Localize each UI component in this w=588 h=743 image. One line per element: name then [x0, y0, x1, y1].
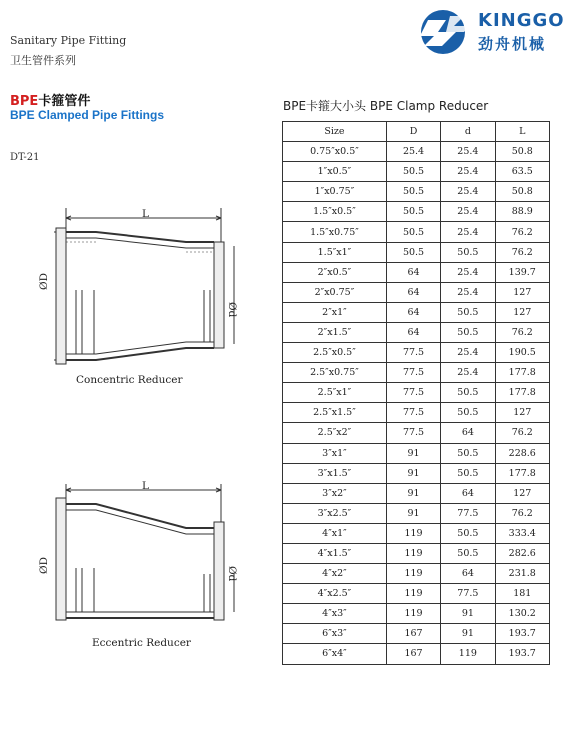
- table-row: [283, 363, 550, 383]
- cell-d-inner: 25.4: [441, 182, 495, 202]
- cell-length: 193.7: [495, 644, 549, 664]
- cell-d-inner: 50.5: [441, 383, 495, 403]
- cell-length: 190.5: [495, 343, 549, 363]
- cell-d-inner: 77.5: [441, 503, 495, 523]
- cell-length: 181: [495, 584, 549, 604]
- cell-d-outer: 50.5: [386, 182, 440, 202]
- cell-d-outer: 64: [386, 322, 440, 342]
- section-title-cn: [10, 90, 90, 109]
- cell-size: 0.75″x0.5″: [283, 142, 387, 162]
- cell-d-outer: 64: [386, 302, 440, 322]
- cell-length: 76.2: [495, 423, 549, 443]
- table-row: [283, 222, 550, 242]
- cell-size: 2″x1″: [283, 302, 387, 322]
- cell-d-outer: 77.5: [386, 423, 440, 443]
- eccentric-dim-d: ØD: [38, 556, 50, 574]
- concentric-reducer-label: Concentric Reducer: [76, 374, 183, 386]
- cell-size: 3″x1″: [283, 443, 387, 463]
- cell-size: 2″x1.5″: [283, 322, 387, 342]
- cell-d-inner: 50.5: [441, 322, 495, 342]
- cell-size: 2.5″x1.5″: [283, 403, 387, 423]
- cell-length: 193.7: [495, 624, 549, 644]
- cell-d-inner: 77.5: [441, 584, 495, 604]
- cell-d-inner: 25.4: [441, 363, 495, 383]
- cell-size: 2″x0.75″: [283, 282, 387, 302]
- cell-length: 127: [495, 302, 549, 322]
- table-row: [283, 423, 550, 443]
- spec-table: [282, 121, 550, 665]
- cell-d-inner: 25.4: [441, 142, 495, 162]
- cell-d-outer: 50.5: [386, 242, 440, 262]
- cell-d-outer: 91: [386, 443, 440, 463]
- cell-size: 1.5″x1″: [283, 242, 387, 262]
- column-header-size: Size: [283, 122, 387, 142]
- table-row: [283, 182, 550, 202]
- cell-d-outer: 167: [386, 644, 440, 664]
- cell-d-outer: 91: [386, 503, 440, 523]
- table-row: [283, 383, 550, 403]
- cell-d-inner: 91: [441, 624, 495, 644]
- cell-d-outer: 119: [386, 604, 440, 624]
- cell-d-inner: 64: [441, 423, 495, 443]
- cell-length: 127: [495, 483, 549, 503]
- cell-d-inner: 50.5: [441, 523, 495, 543]
- header-title-cn: 卫生管件系列: [10, 54, 76, 67]
- column-header-length: L: [495, 122, 549, 142]
- product-code: DT-21: [10, 152, 40, 163]
- logo-text-en: KINGGO: [478, 10, 565, 31]
- cell-length: 88.9: [495, 202, 549, 222]
- cell-d-outer: 167: [386, 624, 440, 644]
- cell-size: 2.5″x1″: [283, 383, 387, 403]
- column-header-d-inner: d: [441, 122, 495, 142]
- table-row: [283, 503, 550, 523]
- section-title-rest: 卡箍管件: [38, 94, 91, 109]
- eccentric-dim-small-d: Ød: [226, 566, 238, 582]
- section-title-prefix: BPE: [10, 94, 39, 109]
- cell-size: 1″x0.75″: [283, 182, 387, 202]
- cell-size: 6″x3″: [283, 624, 387, 644]
- cell-d-outer: 77.5: [386, 383, 440, 403]
- cell-d-outer: 64: [386, 262, 440, 282]
- cell-d-outer: 64: [386, 282, 440, 302]
- table-row: [283, 302, 550, 322]
- table-row: [283, 343, 550, 363]
- cell-d-outer: 119: [386, 543, 440, 563]
- table-row: [283, 644, 550, 664]
- cell-length: 177.8: [495, 363, 549, 383]
- cell-size: 1″x0.5″: [283, 162, 387, 182]
- cell-length: 50.8: [495, 142, 549, 162]
- table-header-row: [283, 122, 550, 142]
- cell-size: 4″x1.5″: [283, 543, 387, 563]
- cell-size: 2.5″x0.75″: [283, 363, 387, 383]
- table-row: [283, 162, 550, 182]
- cell-size: 2.5″x0.5″: [283, 343, 387, 363]
- cell-d-outer: 77.5: [386, 403, 440, 423]
- cell-d-inner: 91: [441, 604, 495, 624]
- cell-d-outer: 77.5: [386, 343, 440, 363]
- cell-size: 2″x0.5″: [283, 262, 387, 282]
- cell-length: 76.2: [495, 242, 549, 262]
- cell-length: 139.7: [495, 262, 549, 282]
- header-title-en: Sanitary Pipe Fitting: [10, 34, 127, 47]
- table-row: [283, 322, 550, 342]
- cell-d-outer: 119: [386, 564, 440, 584]
- table-row: [283, 262, 550, 282]
- table-row: [283, 543, 550, 563]
- concentric-dim-d: ØD: [38, 272, 50, 290]
- cell-d-inner: 25.4: [441, 202, 495, 222]
- cell-length: 282.6: [495, 543, 549, 563]
- table-row: [283, 564, 550, 584]
- cell-size: 3″x1.5″: [283, 463, 387, 483]
- cell-d-inner: 64: [441, 564, 495, 584]
- kinggo-logo-icon: [416, 6, 476, 58]
- cell-size: 4″x3″: [283, 604, 387, 624]
- cell-size: 3″x2″: [283, 483, 387, 503]
- table-row: [283, 463, 550, 483]
- cell-d-outer: 91: [386, 483, 440, 503]
- cell-size: 4″x2.5″: [283, 584, 387, 604]
- cell-d-inner: 64: [441, 483, 495, 503]
- cell-d-inner: 50.5: [441, 443, 495, 463]
- table-row: [283, 202, 550, 222]
- table-row: [283, 403, 550, 423]
- table-row: [283, 624, 550, 644]
- cell-d-inner: 50.5: [441, 403, 495, 423]
- table-row: [283, 443, 550, 463]
- cell-d-inner: 50.5: [441, 302, 495, 322]
- cell-d-inner: 50.5: [441, 242, 495, 262]
- cell-d-outer: 91: [386, 463, 440, 483]
- cell-d-inner: 25.4: [441, 162, 495, 182]
- cell-d-inner: 119: [441, 644, 495, 664]
- cell-length: 76.2: [495, 503, 549, 523]
- cell-length: 50.8: [495, 182, 549, 202]
- cell-size: 4″x2″: [283, 564, 387, 584]
- logo-text-cn: 劲舟机械: [478, 35, 547, 53]
- cell-length: 130.2: [495, 604, 549, 624]
- cell-length: 127: [495, 403, 549, 423]
- table-row: [283, 604, 550, 624]
- cell-length: 333.4: [495, 523, 549, 543]
- cell-length: 177.8: [495, 383, 549, 403]
- eccentric-reducer-drawing: [36, 478, 256, 638]
- cell-length: 63.5: [495, 162, 549, 182]
- cell-d-outer: 77.5: [386, 363, 440, 383]
- table-row: [283, 523, 550, 543]
- cell-d-inner: 25.4: [441, 262, 495, 282]
- cell-d-outer: 25.4: [386, 142, 440, 162]
- column-header-d-outer: D: [386, 122, 440, 142]
- section-title-en: BPE Clamped Pipe Fittings: [10, 108, 165, 122]
- table-row: [283, 584, 550, 604]
- cell-size: 3″x2.5″: [283, 503, 387, 523]
- table-row: [283, 142, 550, 162]
- table-row: [283, 483, 550, 503]
- eccentric-reducer-label: Eccentric Reducer: [92, 637, 191, 649]
- cell-d-outer: 50.5: [386, 222, 440, 242]
- cell-size: 1.5″x0.75″: [283, 222, 387, 242]
- cell-length: 177.8: [495, 463, 549, 483]
- cell-length: 228.6: [495, 443, 549, 463]
- cell-length: 76.2: [495, 322, 549, 342]
- concentric-dim-small-d: Ød: [226, 302, 238, 318]
- cell-length: 127: [495, 282, 549, 302]
- cell-length: 231.8: [495, 564, 549, 584]
- cell-d-inner: 25.4: [441, 222, 495, 242]
- eccentric-dim-l: L: [142, 480, 149, 492]
- table-row: [283, 242, 550, 262]
- cell-size: 4″x1″: [283, 523, 387, 543]
- cell-d-outer: 50.5: [386, 162, 440, 182]
- cell-d-inner: 25.4: [441, 282, 495, 302]
- cell-d-inner: 50.5: [441, 463, 495, 483]
- cell-d-inner: 50.5: [441, 543, 495, 563]
- cell-size: 2.5″x2″: [283, 423, 387, 443]
- table-title: BPE卡箍大小头 BPE Clamp Reducer: [283, 99, 489, 113]
- cell-d-outer: 119: [386, 584, 440, 604]
- concentric-dim-l: L: [142, 208, 149, 220]
- cell-d-outer: 119: [386, 523, 440, 543]
- cell-d-outer: 50.5: [386, 202, 440, 222]
- concentric-reducer-drawing: [36, 202, 256, 372]
- cell-length: 76.2: [495, 222, 549, 242]
- cell-size: 6″x4″: [283, 644, 387, 664]
- cell-size: 1.5″x0.5″: [283, 202, 387, 222]
- table-row: [283, 282, 550, 302]
- cell-d-inner: 25.4: [441, 343, 495, 363]
